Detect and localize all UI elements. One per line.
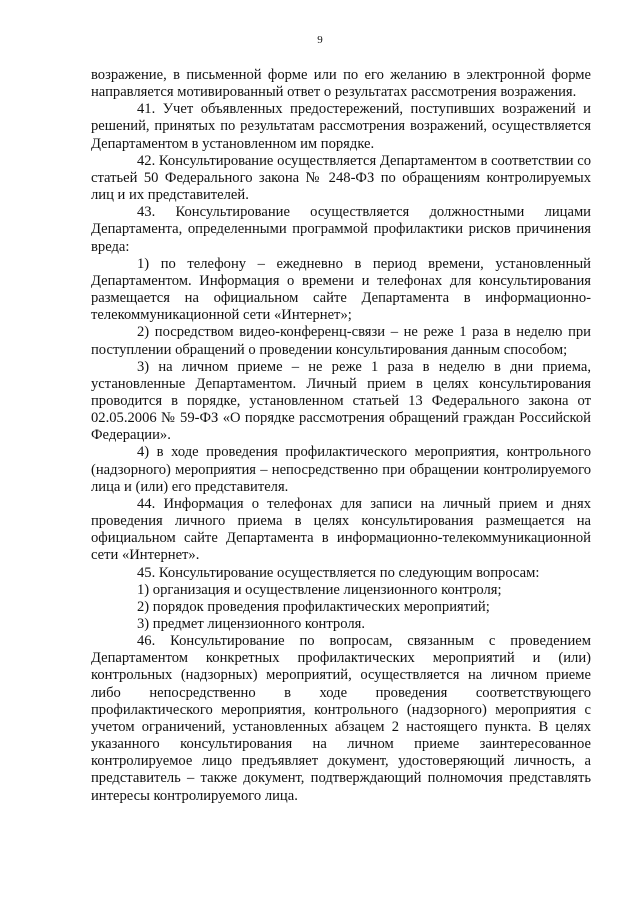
paragraph-46: 46. Консультирование по вопросам, связанным с проведением Департаментом конкретных профилактических мероприятий и (или) контрольных (надзорных) мероприятий, осуществляется на личном приеме либо непосредственно в ходе проведения соответствующего профилактического мероприятия, контрольного (надзорного) мероприятия с учетом ограничений, установленных абзацем 2 настоящего пункта. В целях указанного консультирования на личном приеме заинтересованное контролируемое лицо предъявляет документ, удостоверяющий личность, а представитель – также документ, подтверждающий полномочия представлять интересы контролируемого лица. (91, 633, 591, 804)
paragraph-45-item-3: 3) предмет лицензионного контроля. (137, 616, 365, 632)
paragraph-42: 42. Консультирование осуществляется Департаментом в соответствии со статьей 50 Федерального закона № 248-ФЗ по обращениям контролируемых лиц и их представителей. (91, 152, 591, 204)
paragraph-45: 45. Консультирование осуществляется по следующим вопросам: (137, 564, 540, 581)
paragraph-45-item-1: 1) организация и осуществление лицензионного контроля; (137, 581, 502, 598)
paragraph-43: 43. Консультирование осуществляется должностными лицами Департамента, определенными программой профилактики рисков причинения вреда: (91, 204, 591, 255)
page-number: 9 (317, 34, 323, 46)
paragraph-41: 41. Учет объявленных предостережений, поступивших возражений и решений, принятых по результатам рассмотрения возражений, осуществляется Департаментом в установленном им порядке. (91, 101, 591, 152)
paragraph-43-item-4: 4) в ходе проведения профилактического мероприятия, контрольного (надзорного) мероприятия – непосредственно при обращении контролируемого лица и (или) его представителя. (91, 444, 591, 495)
document-body (91, 67, 591, 805)
paragraph-44: 44. Информация о телефонах для записи на личный прием и днях проведения личного приема в целях консультирования размещается на официальном сайте Департамента в информационно-телекоммуникационной сети «Интернет». (91, 495, 591, 564)
paragraph-43-item-3: 3) на личном приеме – не реже 1 раза в неделю в дни приема, установленные Департаментом. Личный прием в целях консультирования проводится в порядке, установленном статьей 13 Федерального закона от 02.05.2006 № 59-ФЗ «О порядке рассмотрения обращений граждан Российской Федерации». (91, 358, 591, 444)
paragraph-45-item-2: 2) порядок проведения профилактических мероприятий; (137, 598, 490, 615)
paragraph-40-continuation: возражение, в письменной форме или по его желанию в электронной форме направляется мотивированный ответ о результатах рассмотрения возражения. (91, 67, 591, 101)
paragraph-43-item-1: 1) по телефону – ежедневно в период времени, установленный Департаментом. Информация о времени и телефонах для консультирования размещается на официальном сайте Департамента в информационно-телекоммуникационной сети «Интернет»; (91, 255, 591, 324)
paragraph-43-item-2: 2) посредством видео-конференц-связи – не реже 1 раза в неделю при поступлении обращений о проведении консультирования данным способом; (91, 324, 591, 358)
